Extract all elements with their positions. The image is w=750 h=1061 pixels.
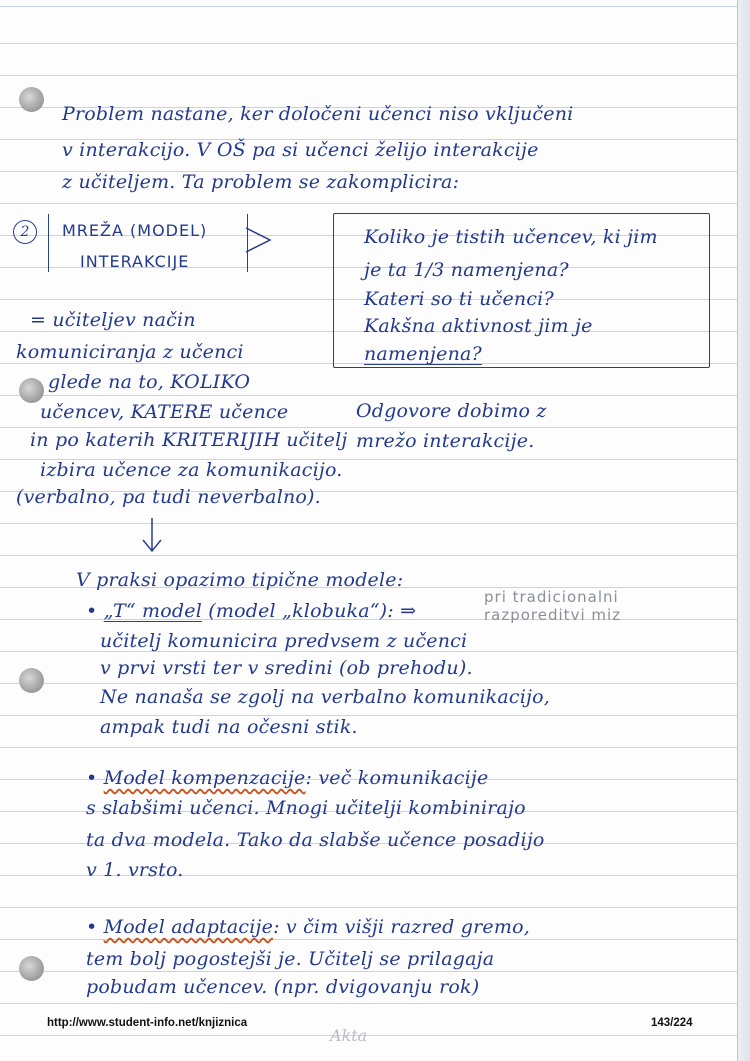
model-compensation-line-1: s slabšimi učenci. Mnogi učitelji kombinirajo [86,797,526,819]
model-compensation-heading: • Model kompenzacije: več komunikacije [86,767,489,789]
punch-hole-2 [19,378,44,403]
model-t-line-1: učitelj komunicira predvsem z učenci [100,630,468,652]
model-adaptation-rest: : v čim višji razred gremo, [273,916,530,938]
definition-line-6: izbira učence za komunikacijo. [40,459,343,481]
definition-line-3: glede na to, KOLIKO [48,371,251,393]
model-adaptation-heading: • Model adaptacije: v čim višji razred gremo, [86,916,530,938]
answer-line-1: Odgovore dobimo z [356,400,547,422]
model-adaptation-name: Model adaptacije [103,916,274,938]
section-number: 2 [13,220,37,244]
definition-line-2: komuniciranja z učenci [16,341,244,363]
pencil-note-line-1: pri tradicionalni [484,588,619,606]
model-title-line-2: INTERAKCIJE [80,252,190,271]
model-t-heading: • „T“ model (model „klobuka“): ⇒ [86,600,417,622]
models-intro: V praksi opazimo tipične modele: [76,569,404,591]
punch-hole-4 [19,956,44,981]
model-title-line-1: MREŽA (MODEL) [62,221,208,240]
pencil-note-line-2: razporeditvi miz [484,606,622,624]
punch-hole-1 [19,87,44,112]
model-t-line-4: ampak tudi na očesni stik. [100,716,358,738]
punch-hole-3 [19,668,44,693]
page-number: 143/224 [651,1017,693,1029]
model-adaptation-line-1: tem bolj pogostejši je. Učitelj se prilagaja [86,948,495,970]
page-edge [738,0,750,1061]
arrow-right-icon [244,226,274,254]
intro-line-1: Problem nastane, ker določeni učenci niso vključeni [62,103,574,125]
brand-logo: Akta [330,1026,368,1045]
model-adaptation-line-2: pobudam učencev. (npr. dvigovanju rok) [86,976,480,998]
footer-url: http://www.student-info.net/knjiznica [47,1017,248,1029]
model-compensation-rest: : več komunikacije [305,767,489,789]
question-line-2: je ta 1/3 namenjena? [364,259,569,281]
model-compensation-name: Model kompenzacije [103,767,306,789]
question-line-3: Kateri so ti učenci? [364,288,554,310]
definition-line-5: in po katerih KRITERIJIH učitelj [30,429,348,451]
intro-line-2: v interakcijo. V OŠ pa si učenci želijo interakcije [62,139,539,161]
question-line-4: Kakšna aktivnost jim je [364,315,593,337]
question-line-1: Koliko je tistih učencev, ki jim [364,226,658,248]
definition-line-7: (verbalno, pa tudi neverbalno). [16,486,321,508]
intro-line-3: z učiteljem. Ta problem se zakomplicira: [62,171,460,193]
model-t-line-2: v prvi vrsti ter v sredini (ob prehodu). [100,657,473,679]
definition-line-1: = učiteljev način [30,309,196,331]
model-compensation-line-2: ta dva modela. Tako da slabše učence posadijo [86,829,545,851]
definition-line-4: učencev, KATERE učence [40,401,289,423]
answer-line-2: mrežo interakcije. [356,430,535,452]
arrow-down-icon [140,516,164,554]
model-compensation-line-3: v 1. vrsto. [86,859,184,881]
model-t-rest: (model „klobuka“): ⇒ [202,600,417,622]
model-t-line-3: Ne nanaša se zgolj na verbalno komunikacijo, [100,686,551,708]
model-t-name: „T“ model [103,600,202,622]
question-line-5: namenjena? [364,343,482,365]
